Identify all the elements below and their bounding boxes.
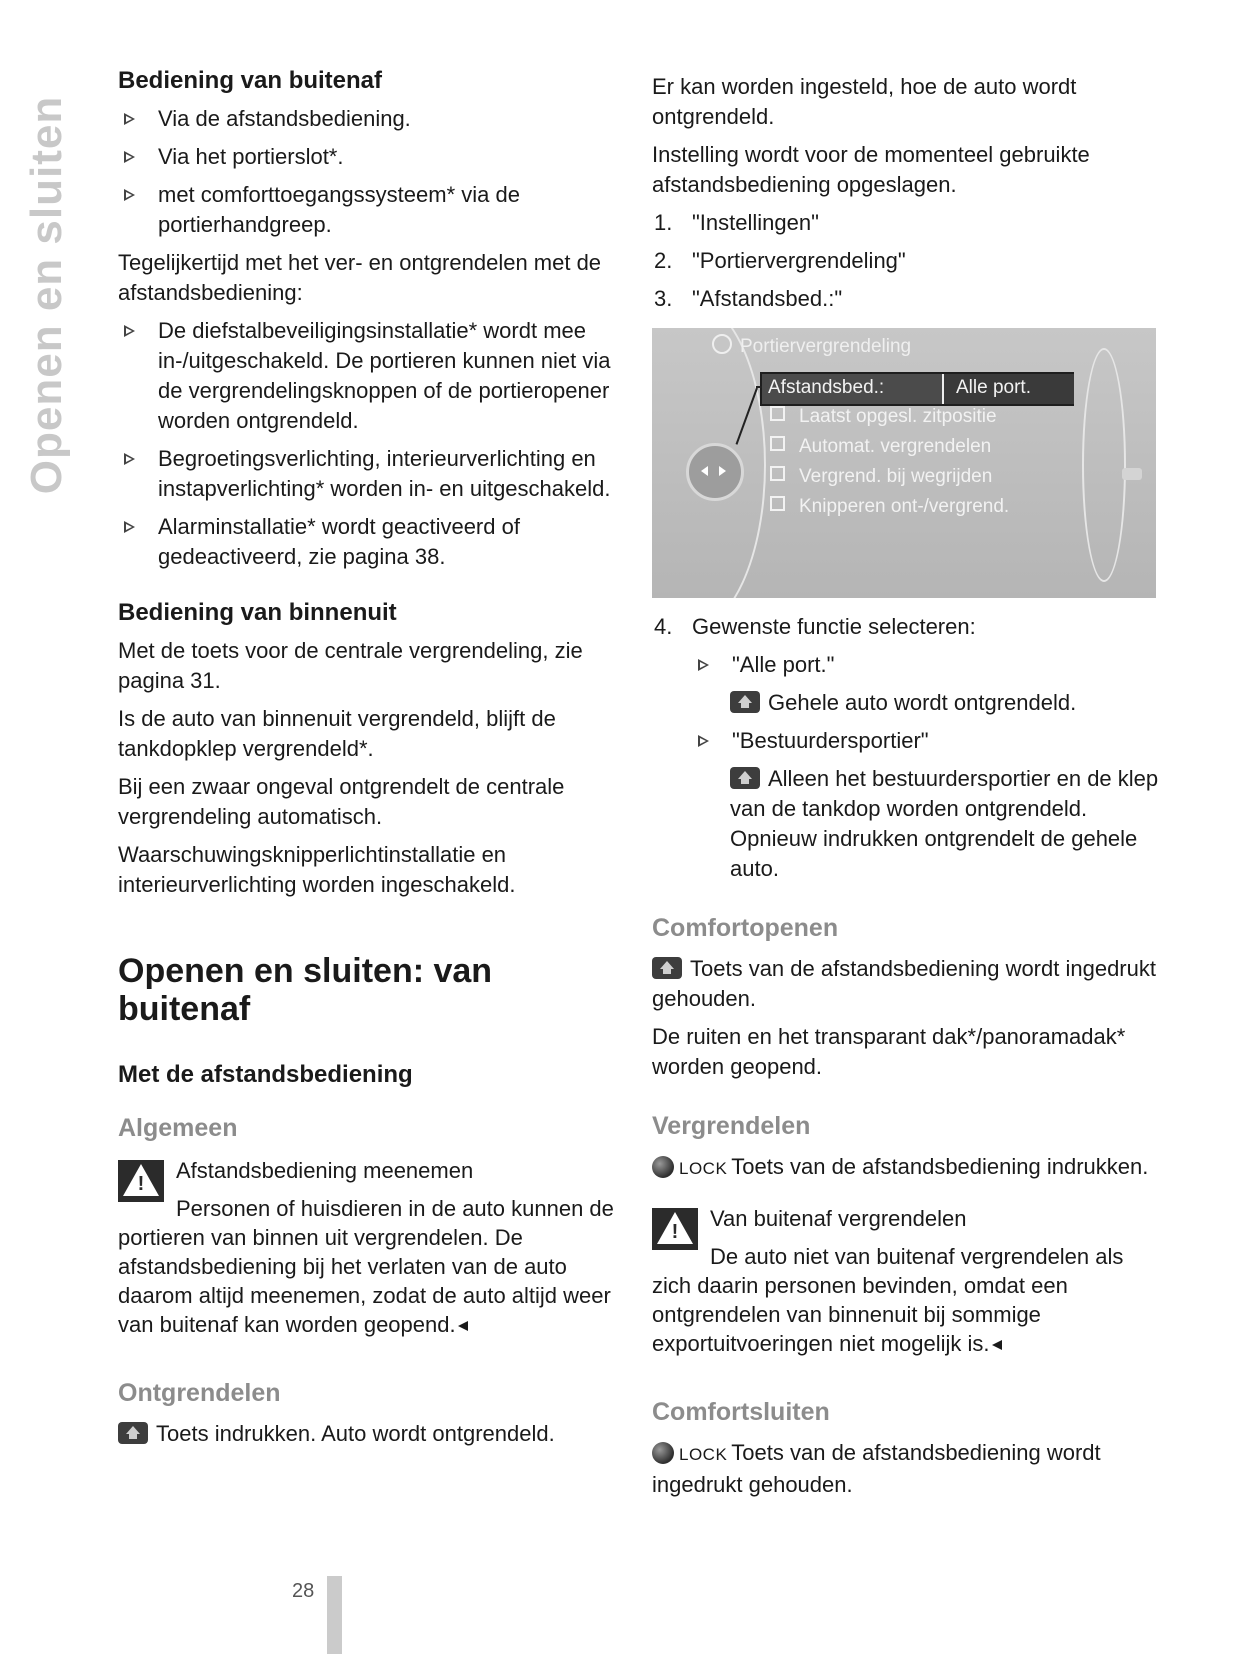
paragraph-vergrendelen: LOCK Toets van de afstandsbediening indrukken. [652,1152,1162,1184]
paragraph-ontgrendelen: Toets indrukken. Auto wordt ontgrendeld. [118,1419,628,1449]
step4 [652,612,1162,642]
chapter-side-tab [22,60,72,530]
screen-arc-right [1082,348,1126,582]
end-marker-icon [458,1321,468,1331]
list-item: Via het portierslot*. [118,142,628,172]
list-item: Alarminstallatie* wordt geactiveerd of gedeactiveerd, zie pagina 38. [118,512,628,572]
buitenaf-list [118,104,628,240]
option-description: Gehele auto wordt ontgrendeld. [652,688,1162,718]
list-item: "Alle port." [692,650,1162,680]
page-number: 28 [292,1580,315,1602]
paragraph: Is de auto van binnenuit vergrendeld, blijft de tankdopklep vergrendeld*. [118,706,556,761]
paragraph: Toets van de afstandsbediening wordt ingedrukt gehouden. [652,956,1156,1011]
idrive-screenshot [652,328,1156,598]
warning-block [118,1154,628,1339]
steps-list [652,208,1162,314]
triangle-bullet-icon [698,735,709,747]
triangle-bullet-icon [124,521,135,533]
unlock-button-icon [652,957,682,979]
list-item: "Bestuurdersportier" [692,726,1162,756]
warning-icon: ! [652,1208,698,1250]
step-item: 3. "Afstandsbed.:" [654,286,843,311]
end-marker-icon [992,1340,1002,1350]
triangle-bullet-icon [698,659,709,671]
heading-comfortsluiten: Comfortsluiten [652,1398,830,1426]
warning-text: De auto niet van buitenaf vergrendelen als zich daarin personen bevinden, omdat een ontgrendelen van binnenuit bij sommige exportuitvoeringen niet mogelijk is. [652,1244,1124,1356]
paragraph: Waarschuwingsknipperlichtinstallatie en interieurverlichting worden ingeschakeld. [118,842,516,897]
triangle-bullet-icon [124,151,135,163]
heading-vergrendelen: Vergrendelen [652,1112,811,1140]
paragraph-comfortsluiten: LOCK Toets van de afstandsbediening wordt ingedrukt gehouden. [652,1440,1101,1497]
selected-value: Alle port. [942,374,1074,404]
triangle-bullet-icon [124,189,135,201]
screen-selected-row [760,372,1074,406]
heading-bediening-binnenuit: Bediening van binnenuit [118,599,397,626]
list-item: met comforttoegangssysteem* via de portierhandgreep. [118,180,628,240]
lock-button-icon [652,1156,674,1178]
screen-option: Knipperen ont-/vergrend. [770,496,1009,518]
option-list [652,726,1162,756]
warning-title: Afstandsbediening meenemen [176,1158,474,1183]
step-item: 4. Gewenste functie selecteren: [654,614,976,639]
pointer-line-tick [756,386,762,388]
checkbox-icon [770,466,785,481]
left-column [118,64,628,1457]
warning-text: Personen of huisdieren in de auto kunnen de portieren van binnen uit vergrendelen. De afstandsbediening bij het verlaten van de auto daarom altijd meenemen, zodat de auto altijd weer van buitenaf kan worden geopend. [118,1196,614,1337]
option-description: Alleen het bestuurdersportier en de klep van de tankdop worden ontgrendeld. Opnieuw indrukken ontgrendelt de gehele auto. [730,766,1159,881]
heading-comfortopenen: Comfortopenen [652,914,839,942]
screen-option: Automat. vergrendelen [770,436,991,458]
settings-icon [712,334,732,354]
warning-icon: ! [118,1160,164,1202]
page-marker-bar [327,1576,342,1654]
paragraph-tegelijk: Tegelijkertijd met het ver- en ontgrendelen met de afstandsbediening: [118,250,602,305]
selected-label: Afstandsbed.: [768,377,885,398]
list-item: Begroetingsverlichting, interieurverlichting en instapverlichting* worden in- en uitgeschakeld. [118,444,628,504]
unlock-button-icon [118,1422,148,1444]
checkbox-icon [770,496,785,511]
step-item: 2. "Portiervergrendeling" [654,248,906,273]
paragraph: Er kan worden ingesteld, hoe de auto wordt ontgrendeld. [652,74,1077,129]
triangle-bullet-icon [124,325,135,337]
lock-button-icon [652,1442,674,1464]
scroll-knob-icon [1122,468,1142,480]
checkbox-icon [770,406,785,421]
paragraph: Bij een zwaar ongeval ontgrendelt de centrale vergrendeling automatisch. [118,774,565,829]
controller-icon [686,443,744,501]
screen-option: Laatst opgesl. zitpositie [770,406,997,428]
paragraph: De ruiten en het transparant dak*/panoramadak* worden geopend. [652,1024,1126,1079]
paragraph: Instelling wordt voor de momenteel gebruikte afstandsbediening opgeslagen. [652,142,1090,197]
heading-ontgrendelen: Ontgrendelen [118,1379,281,1407]
warning-title: Van buitenaf vergrendelen [710,1206,967,1231]
triangle-bullet-icon [124,453,135,465]
list-item: Via de afstandsbediening. [118,104,628,134]
chapter-side-tab-label: Openen en sluiten [22,95,71,495]
screen-option: Vergrend. bij wegrijden [770,466,992,488]
screen-title: Portiervergrendeling [712,334,911,358]
checkbox-icon [770,436,785,451]
warning-block [652,1202,1162,1358]
right-column [652,72,1162,1508]
section-title: Openen en sluiten: van buitenaf [118,952,493,1028]
heading-algemeen: Algemeen [118,1114,238,1142]
step-item: 1. "Instellingen" [654,210,819,235]
list-item: De diefstalbeveiligingsinstallatie* wordt mee in-/uitgeschakeld. De portieren kunnen niet via de vergrendelingsknoppen of de portieropener worden ontgrendeld. [118,316,628,436]
paragraph: Met de toets voor de centrale vergrendeling, zie pagina 31. [118,638,583,693]
option-list [652,650,1162,680]
tegelijk-list [118,316,628,572]
unlock-button-icon [730,691,760,713]
unlock-button-icon [730,767,760,789]
triangle-bullet-icon [124,113,135,125]
heading-bediening-buitenaf: Bediening van buitenaf [118,67,383,94]
heading-met-afstandsbediening: Met de afstandsbediening [118,1061,413,1088]
